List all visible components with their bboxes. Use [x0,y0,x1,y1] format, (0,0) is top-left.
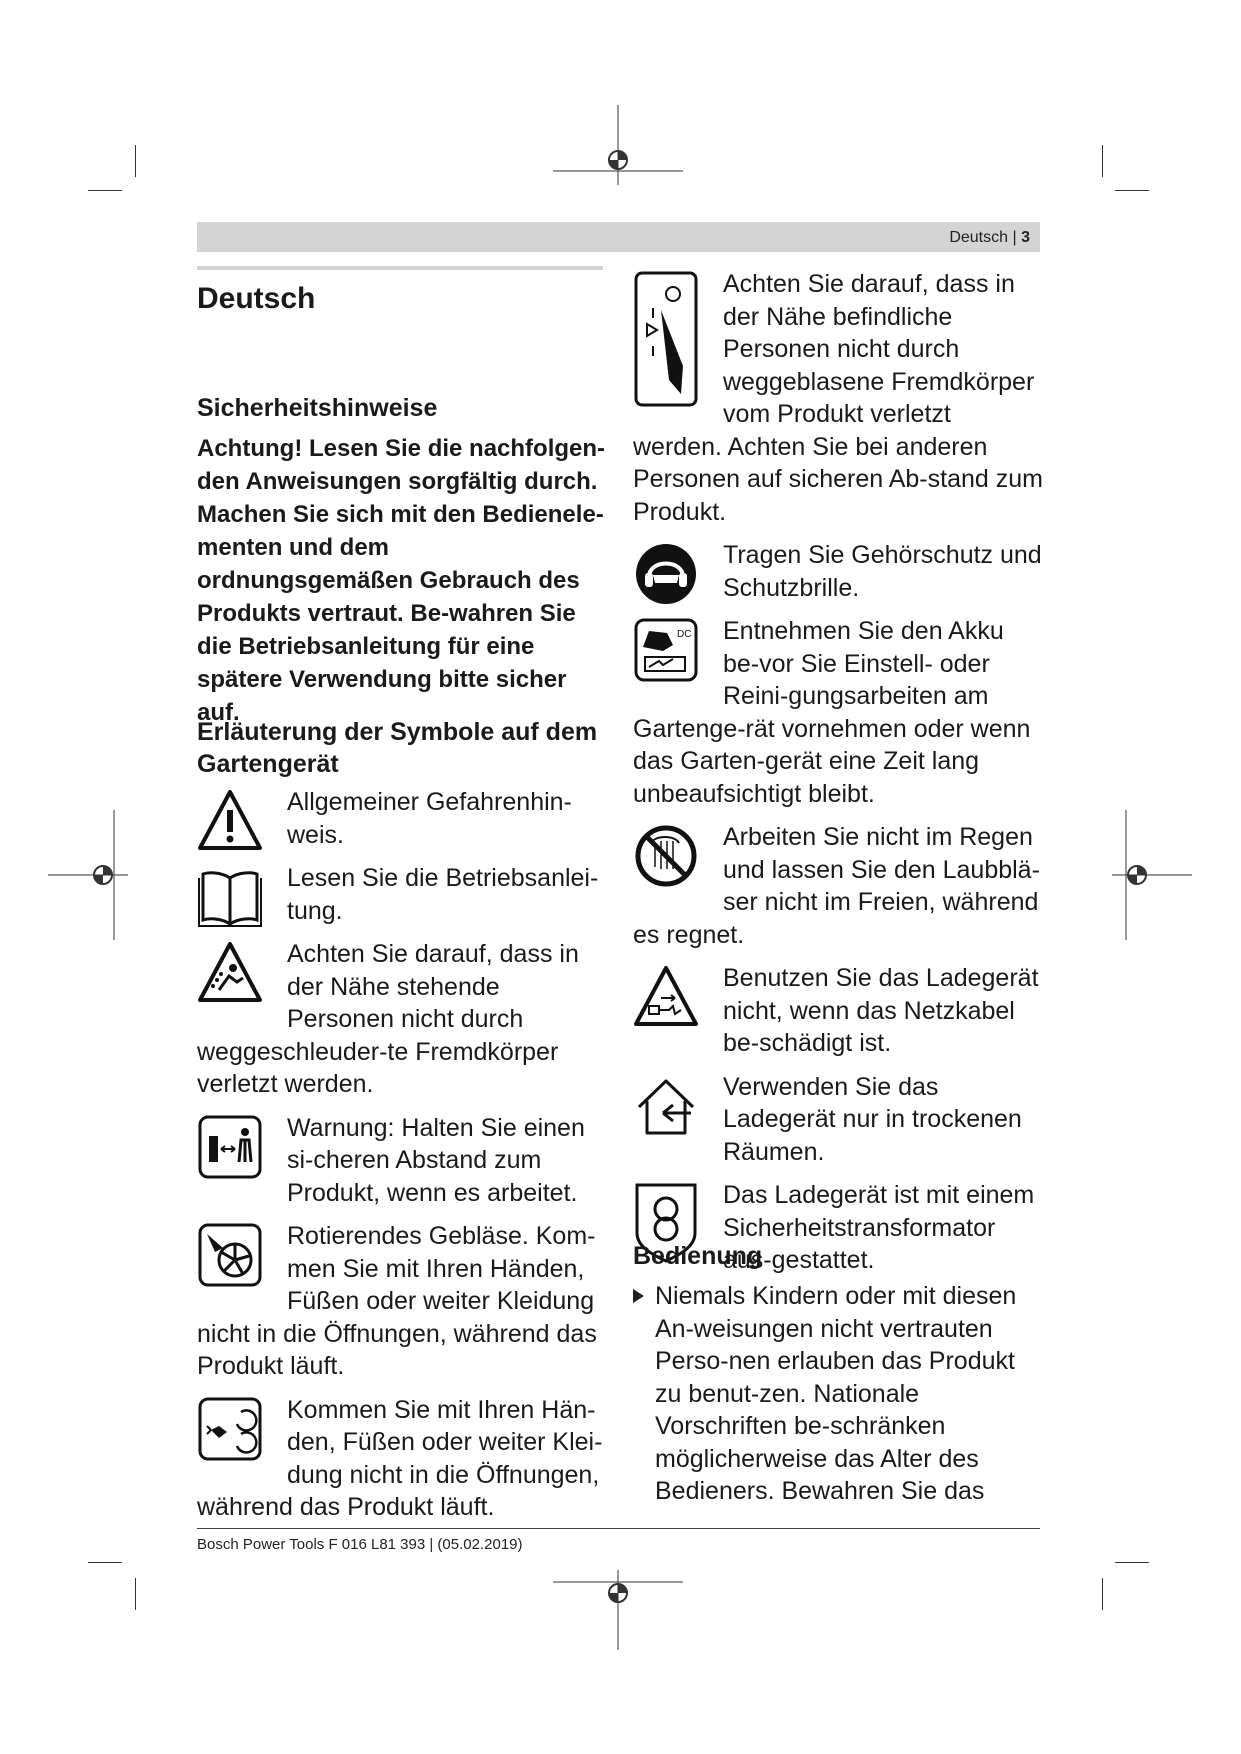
ear-eye-protection-icon [633,541,699,607]
symbol-entry: DC Entnehmen Sie den Akku be-vor Sie Einstell- oder Reini-gungsarbeiten am Gartenge-rät vornehmen oder wenn das Garten-gerät eine Zeit lang unbeaufsichtigt bleibt. [633,617,1031,808]
crop-mark [88,190,122,191]
safe-distance-icon [197,1114,263,1180]
symbols-left-column [197,786,607,1535]
footer-rule [197,1528,1040,1529]
symbols-right-column [633,268,1043,1288]
crop-mark [1115,190,1149,191]
symbol-entry: Achten Sie darauf, dass in der Nähe befindliche Personen nicht durch weggeblasene Fremdkörper vom Produkt verletzt werden. Achten Sie bei anderen Personen auf sicheren Ab-stand zum Produkt. [633,270,1043,526]
registration-mark-right [1112,810,1192,940]
crop-mark [1115,1562,1149,1563]
symbol-entry: Tragen Sie Gehörschutz und Schutzbrille. [633,539,1043,604]
symbol-entry: Rotierendes Gebläse. Kom-men Sie mit Ihren Händen, Füßen oder weiter Kleidung nicht in die Öffnungen, während das Produkt läuft. [197,1222,597,1380]
symbol-entry: Verwenden Sie das Ladegerät nur in trockenen Räumen. [633,1071,1043,1169]
page-title: Deutsch [197,282,316,315]
crop-mark [135,145,136,177]
symbol-entry: Lesen Sie die Betriebsanlei-tung. [197,862,607,927]
remove-battery-icon [633,617,699,683]
crop-mark [1102,145,1103,177]
blower-bystander-icon [633,270,699,408]
safety-warning: Achtung! Lesen Sie die nachfolgen-den Anweisungen sorgfältig durch. Machen Sie sich mit den Bedienele-menten und dem ordnungsgemäßen Gebrauch des Produkts vertraut. Be-wahren Sie die Betriebsanleitung für eine spätere Verwendung bitte sicher auf. [197,435,606,726]
title-rule [197,266,603,270]
manual-book-icon [197,864,263,930]
rotating-fan-icon [197,1222,263,1288]
operation-bullet: Niemals Kindern oder mit diesen An-weisungen nicht vertrauten Perso-nen erlauben das Produkt zu benut-zen. Nationale Vorschriften be-schränken möglicherweise das Alter des Bedieners. Bewahren Sie das [633,1280,1048,1508]
crop-mark [88,1562,122,1563]
crop-mark [1102,1578,1103,1610]
symbol-entry: Achten Sie darauf, dass in der Nähe stehende Personen nicht durch weggeschleuder-te Fremdkörper verletzt werden. [197,940,579,1098]
no-rain-icon [633,823,699,889]
flying-debris-icon [197,940,263,1006]
svg-text:DC: DC [677,629,692,640]
damaged-cable-icon [633,964,699,1030]
registration-mark-left [48,810,128,940]
indoor-use-icon [633,1073,699,1139]
page-number: 3 [1021,229,1030,246]
symbol-entry: Kommen Sie mit Ihren Hän-den, Füßen oder weiter Klei-dung nicht in die Öffnungen, während das Produkt läuft. [197,1395,603,1521]
operation-heading: Bedienung [633,1242,763,1270]
registration-mark-top [553,105,683,185]
symbol-entry: Benutzen Sie das Ladegerät nicht, wenn das Netzkabel be-schädigt ist. [633,962,1043,1060]
crop-mark [135,1578,136,1610]
symbol-entry: Das Ladegerät ist mit einem Sicherheitstransformator aus-gestattet. [633,1179,1043,1277]
symbol-entry: Allgemeiner Gefahrenhin-weis. [197,786,607,851]
footer-text: Bosch Power Tools F 016 L81 393 | (05.02.2019) [197,1536,523,1553]
symbols-heading: Erläuterung der Symbole auf dem Gartengerät [197,718,598,778]
registration-mark-bottom [553,1570,683,1650]
safety-heading: Sicherheitshinweise [197,394,438,422]
symbol-entry: Warnung: Halten Sie einen si-cheren Abstand zum Produkt, wenn es arbeitet. [197,1112,607,1210]
symbol-entry: Arbeiten Sie nicht im Regen und lassen Sie den Laubblä-ser nicht im Freien, während es regnet. [633,823,1040,949]
keep-hands-away-icon [197,1396,263,1462]
bullet-triangle-icon [633,1289,644,1303]
header-section: Deutsch [949,229,1009,246]
running-header [197,222,1040,252]
warning-triangle-icon [197,788,263,854]
header-separator: | [1012,229,1017,246]
